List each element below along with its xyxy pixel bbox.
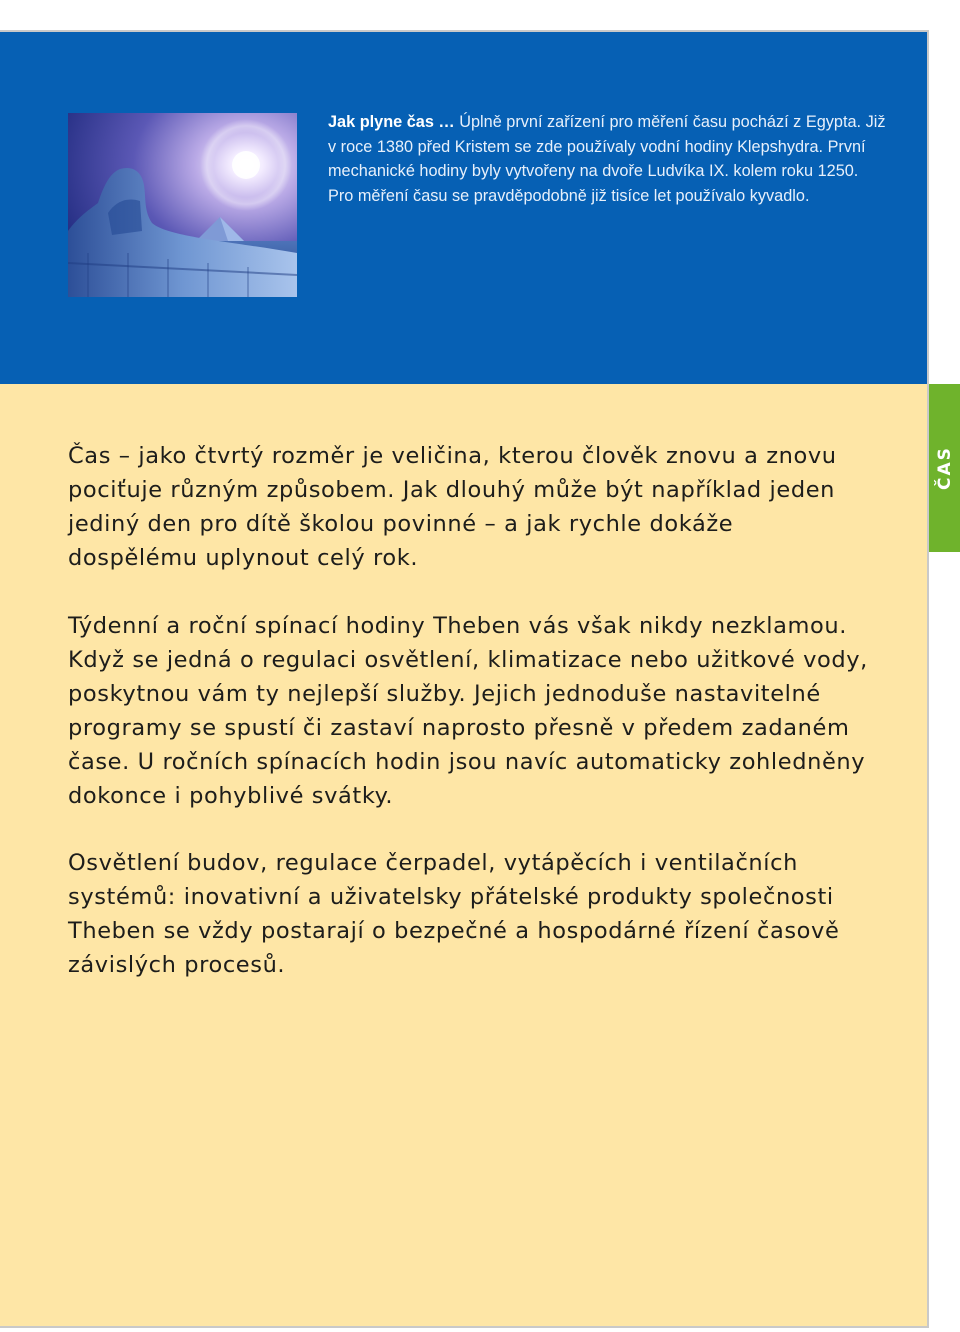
paragraph-time-switches: Týdenní a roční spínací hodiny Theben vás však nikdy nezklamou. Když se jedná o regulaci osvětlení, klimatizace nebo užitkové vody, poskytnou vám ty nejlepší služby. Jejich jednoduše nastavitelné programy se spustí či zastaví naprosto přesně v předem zadaném čase. U ročních spínacích hodin jsou navíc automaticky zohledněny dokonce i pohyblivé svátky. [68,613,868,809]
intro-body: Úplně první zařízení pro měření času pochází z Egypta. Již v roce 1380 před Kristem se zde používaly vodní hodiny Klepshydra. První mechanické hodiny byly vytvořeny na dvoře Ludvíka IX. kolem roku 1250. Pro měření času se pravděpodobně již tisíce let používalo kyvadlo. [328,113,886,205]
paragraph-theben-products: Osvětlení budov, regulace čerpadel, vytápěcích i ventilačních systémů: inovativní a uživatelsky přátelské produkty společnosti Theben se vždy postarají o bezpečné a hospodárné řízení časově závislých procesů. [68,850,840,978]
bottom-border-rule [0,1326,929,1328]
section-tab [929,384,960,552]
intro-text [328,110,888,208]
sphinx-and-pyramid-photo [68,113,297,297]
paragraph-time-dimension: Čas – jako čtvrtý rozměr je veličina, kterou člověk znovu a znovu pociťuje různým způsobem. Jak dlouhý může být například jeden jediný den pro dítě školou povinné – a jak rychle dokáže dospělému uplynout celý rok. [68,443,837,571]
right-border-rule [927,32,929,1328]
section-tab-label: ČAS [934,446,955,490]
intro-lead: Jak plyne čas … [328,113,455,131]
